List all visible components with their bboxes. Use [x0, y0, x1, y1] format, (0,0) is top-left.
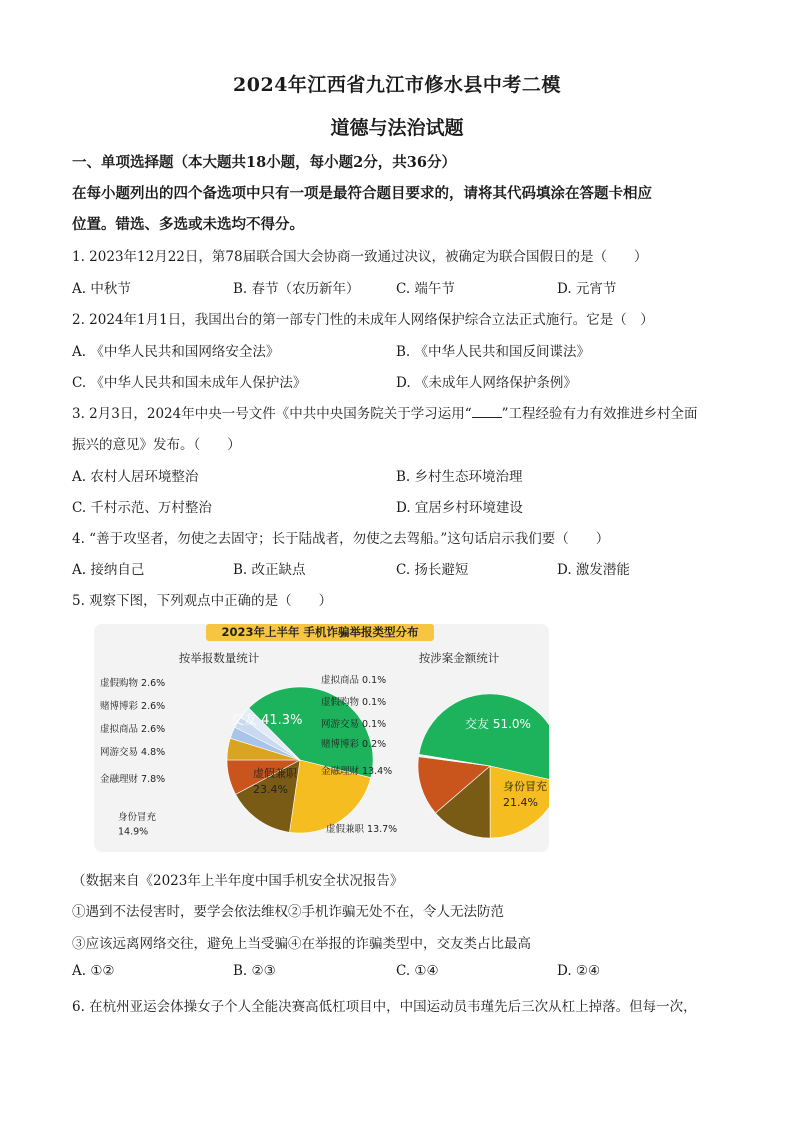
- q1-option-c: C. 端午节: [396, 281, 455, 297]
- q3-stem: [72, 402, 698, 422]
- q1-option-b: B. 春节（农历新年）: [233, 281, 360, 297]
- q3-blank: [472, 405, 502, 418]
- pie-2-label-7: 虚假购物 0.1%: [321, 697, 387, 708]
- q5-statement-2: ③应该远离网络交往，避免上当受骗④在举报的诈骗类型中，交友类占比最高: [72, 936, 531, 952]
- pie-chart-canvas: [94, 624, 549, 852]
- q5-stem: 5. 观察下图，下列观点中正确的是（ ）: [72, 593, 333, 609]
- q5-statement-1: ①遇到不法侵害时，要学会依法维权②手机诈骗无处不在，令人无法防范: [72, 904, 504, 920]
- pie-2-label-4: 金融理财 13.4%: [321, 766, 393, 777]
- q6-stem: 6. 在杭州亚运会体操女子个人全能决赛高低杠项目中，中国运动员韦瑾先后三次从杠上掉落。但每一次，: [72, 999, 697, 1015]
- q2-option-d: D. 《未成年人网络保护条例》: [396, 375, 577, 391]
- pie-2-label-2: 身份冒充 21.4%: [503, 780, 547, 809]
- q2-option-b: B. 《中华人民共和国反间谍法》: [396, 344, 591, 360]
- section-heading: 一、单项选择题（本大题共18小题，每小题2分，共36分）: [72, 154, 456, 171]
- fraud-pie-charts: [94, 624, 549, 852]
- pie-2-label-6: 网游交易 0.1%: [321, 719, 387, 730]
- q5-option-c: C. ①④: [396, 963, 439, 979]
- q5-option-a: A. ①②: [72, 963, 115, 979]
- pie-2-label-1: 交友 51.0%: [465, 717, 531, 731]
- q5-option-b: B. ②③: [233, 963, 276, 979]
- q2-stem: 2. 2024年1月1日，我国出台的第一部专门性的未成年人网络保护综合立法正式施行。它是（ ）: [72, 312, 654, 328]
- q4-option-a: A. 接纳自己: [72, 562, 145, 578]
- q4-stem: 4. “善于攻坚者，勿使之去固守；长于陆战者，勿使之去驾船。”这句话启示我们要（ ）: [72, 531, 610, 547]
- q4-option-c: C. 扬长避短: [396, 562, 469, 578]
- q4-option-b: B. 改正缺点: [233, 562, 306, 578]
- pie-1-label-6: 虚拟商品 2.6%: [100, 724, 166, 735]
- pie-chart-2: [418, 694, 549, 838]
- q5-option-d: D. ②④: [557, 963, 601, 979]
- q3-option-b: B. 乡村生态环境治理: [396, 469, 523, 485]
- pie-1-subtitle: 按举报数量统计: [178, 651, 260, 665]
- exam-title: 2024年江西省九江市修水县中考二模: [233, 74, 561, 96]
- pie-1-label-3: 身份冒充 14.9%: [118, 812, 157, 838]
- pie-2-label-3: 虚假兼职 13.7%: [326, 824, 398, 835]
- pie-2-label-5: 赌博博彩 0.2%: [321, 739, 387, 750]
- pie-chart-1: [227, 687, 373, 833]
- pie-2-subtitle: 按涉案金额统计: [418, 651, 500, 665]
- q3-option-c: C. 千村示范、万村整治: [72, 500, 212, 516]
- pie-1-label-5: 网游交易 4.8%: [100, 747, 166, 758]
- pie-1-label-4: 金融理财 7.8%: [100, 774, 166, 785]
- pie-1-label-1: 交友 41.3%: [231, 713, 303, 728]
- q3-stem-line2: 振兴的意见》发布。（ ）: [72, 437, 241, 453]
- pie-1-label-2: 虚假兼职 23.4%: [253, 767, 297, 796]
- instruction-line-2: 位置。错选、多选或未选均不得分。: [72, 216, 304, 233]
- chart-title: 2023年上半年 手机诈骗举报类型分布: [206, 624, 434, 641]
- q3-option-d: D. 宜居乡村环境建设: [396, 500, 523, 516]
- q1-option-a: A. 中秋节: [72, 281, 131, 297]
- q2-option-c: C. 《中华人民共和国未成年人保护法》: [72, 375, 307, 391]
- q4-option-d: D. 激发潜能: [557, 562, 630, 578]
- q5-source: （数据来自《2023年上半年度中国手机安全状况报告》: [72, 873, 404, 889]
- q3-stem-part2: ”工程经验有力有效推进乡村全面: [501, 406, 698, 422]
- pie-2-label-8: 虚拟商品 0.1%: [321, 675, 387, 686]
- q3-option-a: A. 农村人居环境整治: [72, 469, 199, 485]
- q1-stem: 1. 2023年12月22日，第78届联合国大会协商一致通过决议，被确定为联合国假日的是（ ）: [72, 249, 648, 265]
- q1-option-d: D. 元宵节: [557, 281, 617, 297]
- q2-option-a: A. 《中华人民共和国网络安全法》: [72, 344, 280, 360]
- pie-1-label-8: 虚假购物 2.6%: [100, 678, 166, 689]
- instruction-line-1: 在每小题列出的四个备选项中只有一项是最符合题目要求的，请将其代码填涂在答题卡相应: [72, 185, 652, 202]
- exam-subtitle: 道德与法治试题: [330, 117, 464, 139]
- q3-stem-part1: 3. 2月3日，2024年中央一号文件《中共中央国务院关于学习运用“: [72, 406, 472, 422]
- pie-1-label-7: 赌博博彩 2.6%: [100, 701, 166, 712]
